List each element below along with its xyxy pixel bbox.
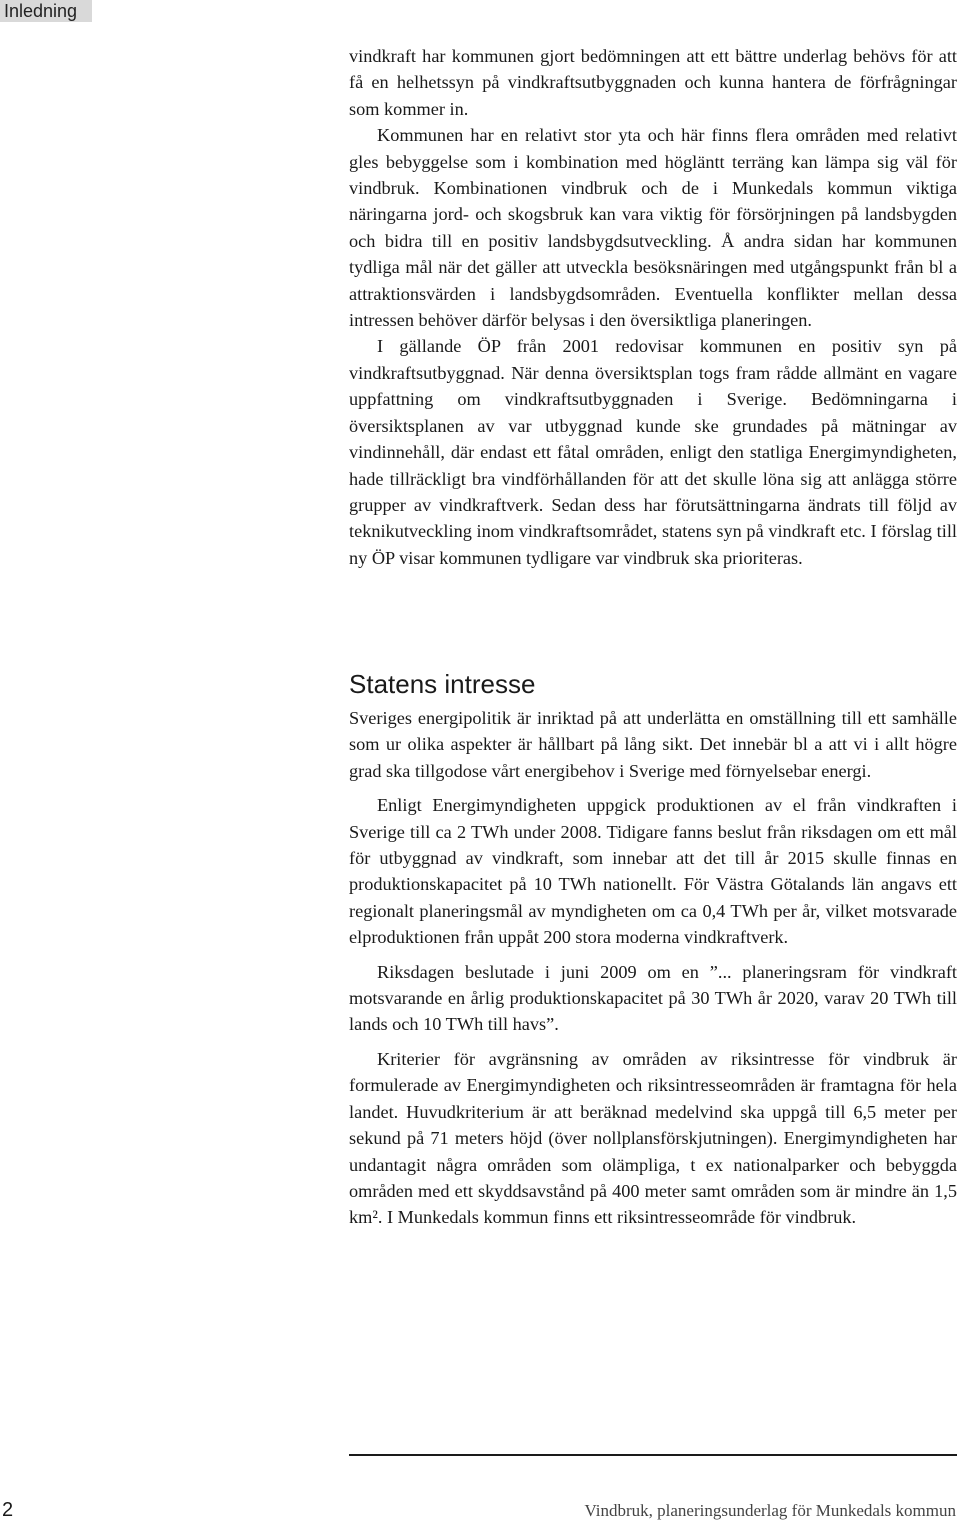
body-paragraph: Kriterier för avgränsning av områden av riksintresse för vindbruk är formulerade av Energimyndigheten och riksintresseområden är framtagna för hela landet. Huvudkriterium är att beräknad medelvind ska uppgå till 6,5 meter per sekund på 71 meters höjd (över nollplansförskjutningen). Energimyndigheten har undantagit några områden som olämpliga, t ex nationalparker och bebyggda områden med ett skyddsavstånd på 400 meter samt områden som är mindre än 1,5 km². I Munkedals kommun finns ett riksintresseområde för vindbruk. xyxy=(349,1048,957,1228)
footer-document-title: Vindbruk, planeringsunderlag för Munkedals kommun xyxy=(584,1501,956,1520)
intro-text-block xyxy=(349,43,957,571)
body-paragraph: vindkraft har kommunen gjort bedömningen att ett bättre underlag behövs för att få en helhetssyn på vindkraftsutbyggnaden och kunna hantera de förfrågningar som kommer in. xyxy=(349,46,957,119)
body-paragraph: I gällande ÖP från 2001 redovisar kommunen en positiv syn på vindkraftsutbyggnad. När denna översiktsplan togs fram rådde allmänt en vagare uppfattning om vindkraftsutbyggnaden i Sverige. Bedömningarna i översiktsplanen av var utbyggnad kunde ske grundades på mätningar av vindinnehåll, där endast ett fåtal områden, enligt den statliga Energimyndigheten, hade tillräckligt bra vindförhållanden för att det skulle löna sig att anlägga större grupper av vindkraftverk. Sedan dess har förutsättningarna ändrats till följd av teknikutveckling inom vindkraftsområdet, statens syn på vindkraft etc. I förslag till ny ÖP visar kommunen tydligare var vindbruk ska prioriteras. xyxy=(349,336,957,568)
body-paragraph: Kommunen har en relativt stor yta och här finns flera områden med relativt gles bebyggelse som i kombination med högläntt terräng kan lämpa sig väl för vindbruk. Kombinationen vindbruk och de i Munkedals kommun viktiga näringarna jord- och skogsbruk kan vara viktig för försörjningen på landsbygden och bidra till en positiv landsbygdsutveckling. Å andra sidan har kommunen tydliga mål när det gäller att utveckla besöksnäringen med utgångspunkt från bl a attraktionsvärden i landsbygdsområden. Eventuella konflikter mellan dessa intressen behöver därför belysas i den översiktliga planeringen. xyxy=(349,125,957,331)
page-number: 2 xyxy=(2,1499,14,1521)
footer-divider xyxy=(349,1454,957,1456)
running-header-section: Inledning xyxy=(0,0,92,22)
body-paragraph: Riksdagen beslutade i juni 2009 om en ”... planeringsram för vindkraft motsvarande en årlig produktionskapacitet på 30 TWh år 2020, varav 20 TWh till lands och 10 TWh till havs”. xyxy=(349,961,957,1035)
body-paragraph: Enligt Energimyndigheten uppgick produktionen av el från vindkraften i Sverige till ca 2 TWh under 2008. Tidigare fanns beslut från riksdagen om ett mål för utbyggnad av vindkraft, som innebar att det till år 2015 skulle finnas en produktionskapacitet på 10 TWh nationellt. För Västra Götalands län angavs ett regionalt planeringsmål av myndigheten om ca 0,4 TWh per år, vilket motsvarade elproduktionen från uppåt 200 stora moderna vindkraftverk. xyxy=(349,795,957,948)
section-heading: Statens intresse xyxy=(349,669,536,699)
section-text-block xyxy=(349,705,957,1231)
body-paragraph: Sveriges energipolitik är inriktad på att underlätta en omställning till ett samhälle som ur olika aspekter är hållbart på lång sikt. Det innebär bl a att vi i allt högre grad ska tillgodose vårt energibehov i Sverige med förnyelsebar energi. xyxy=(349,708,957,781)
